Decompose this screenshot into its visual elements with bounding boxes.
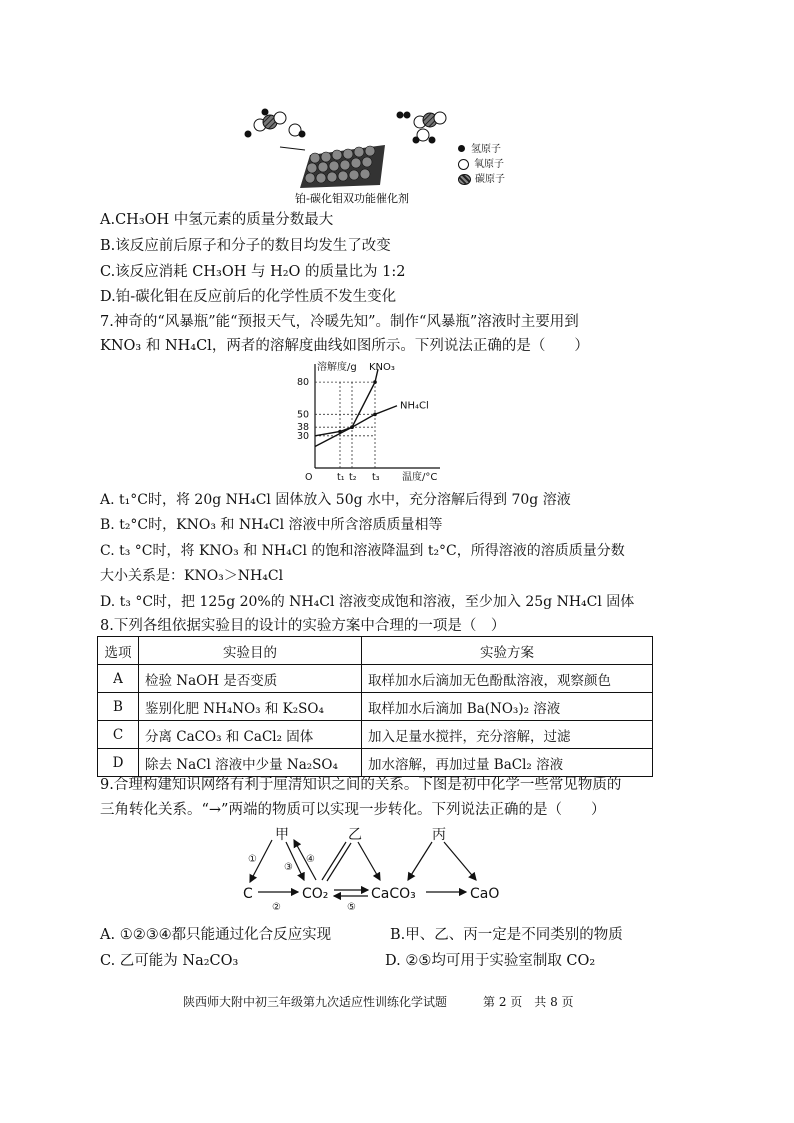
arrow-label-4: ④ [306, 854, 315, 865]
table-cell: 取样加水后滴加 Ba(NO₃)₂ 溶液 [362, 693, 653, 721]
node-yi: 乙 [348, 827, 362, 843]
table-header: 实验目的 [139, 637, 362, 665]
table-header-row [98, 637, 653, 665]
q6-option-d: D.铂-碳化钼在反应前后的化学性质不发生变化 [100, 289, 397, 305]
arrow-label-2: ② [272, 902, 281, 913]
legend-carbon: 碳原子 [458, 170, 505, 185]
q7-option-c: C. t₃ °C时，将 KNO₃ 和 NH₄Cl 的饱和溶液降温到 t₂°C，所得溶液的溶质质量分数 [100, 543, 625, 559]
x-tick-label: t₂ [349, 472, 357, 483]
q9-stem-line1: 9.合理构建知识网络有利于厘清知识之间的关系。下图是初中化学一些常见物质的 [100, 777, 622, 793]
oxygen-atom-icon [458, 159, 469, 170]
node-c: C [243, 886, 253, 902]
legend-oxygen: 氧原子 [458, 155, 504, 170]
q9-option-a: A. ①②③④都只能通过化合反应实现 [100, 927, 332, 943]
table-row [98, 693, 653, 721]
table-cell: 加水溶解，再加过量 BaCl₂ 溶液 [362, 749, 653, 777]
table-cell: 除去 NaCl 溶液中少量 Na₂SO₄ [139, 749, 362, 777]
arrow-label-3: ③ [284, 862, 293, 873]
q7-option-a: A. t₁°C时，将 20g NH₄Cl 固体放入 50g 水中，充分溶解后得到 70g 溶液 [100, 492, 571, 508]
legend-hydrogen: 氢原子 [458, 140, 501, 155]
table-cell: D [98, 749, 139, 777]
q9-stem-line2: 三角转化关系。“→”两端的物质可以实现一步转化。下列说法正确的是（ ） [100, 802, 606, 818]
node-bing: 丙 [432, 827, 446, 843]
data-point [373, 380, 377, 384]
table-cell: 加入足量水搅拌，充分溶解，过滤 [362, 721, 653, 749]
x-axis-label: 温度/°C [402, 472, 438, 483]
x-tick-label: O [305, 472, 313, 483]
y-tick-label: 80 [297, 377, 310, 389]
q7-option-b: B. t₂°C时，KNO₃ 和 NH₄Cl 溶液中所含溶质质量相等 [100, 517, 443, 533]
table-row [98, 665, 653, 693]
table-cell: 鉴别化肥 NH₄NO₃ 和 K₂SO₄ [139, 693, 362, 721]
y-tick-label: 38 [297, 422, 310, 434]
table-cell: 检验 NaOH 是否变质 [139, 665, 362, 693]
data-point [373, 413, 377, 417]
catalyst-label: 铂-碳化钼双功能催化剂 [295, 192, 409, 205]
table-cell: C [98, 721, 139, 749]
q8-table [97, 636, 653, 777]
q6-option-a: A.CH₃OH 中氢元素的质量分数最大 [100, 212, 334, 228]
y-tick-label: 50 [297, 409, 310, 421]
table-cell: 取样加水后滴加无色酚酞溶液，观察颜色 [362, 665, 653, 693]
table-row [98, 721, 653, 749]
x-tick-label: t₃ [372, 472, 380, 483]
conversion-diagram [230, 822, 520, 914]
node-jia: 甲 [275, 827, 289, 843]
q7-stem-line2: KNO₃ 和 NH₄Cl，两者的溶解度曲线如图所示。下列说法正确的是（ ） [100, 338, 589, 354]
data-point [338, 430, 342, 434]
footer-page: 第 2 页 共 8 页 [483, 995, 574, 1009]
node-co2: CO₂ [302, 886, 329, 902]
hydrogen-atom-icon [458, 145, 465, 152]
q9-option-c: C. 乙可能为 Na₂CO₃ [100, 953, 239, 969]
series-line [315, 369, 378, 446]
table-cell: 分离 CaCO₃ 和 CaCl₂ 固体 [139, 721, 362, 749]
solubility-chart [280, 358, 460, 488]
table-header: 选项 [98, 637, 139, 665]
y-tick-label: 30 [297, 430, 310, 442]
q9-option-d: D. ②⑤均可用于实验室制取 CO₂ [385, 953, 596, 969]
arrow-label-1: ① [248, 854, 257, 865]
table-cell: B [98, 693, 139, 721]
q9-diagram [230, 822, 520, 914]
q7-option-d: D. t₃ °C时，把 125g 20%的 NH₄Cl 溶液变成饱和溶液，至少加入 25g NH₄Cl 固体 [100, 594, 635, 610]
series-label: NH₄Cl [400, 400, 429, 412]
q6-option-c: C.该反应消耗 CH₃OH 与 H₂O 的质量比为 1:2 [100, 264, 406, 280]
carbon-atom-icon [458, 174, 471, 185]
q9-option-b: B.甲、乙、丙一定是不同类别的物质 [390, 927, 623, 943]
node-caco3: CaCO₃ [371, 886, 416, 902]
y-axis-label: 溶解度/g [317, 362, 357, 373]
q6-option-b: B.该反应前后原子和分子的数目均发生了改变 [100, 238, 391, 254]
series-label: KNO₃ [369, 362, 395, 373]
x-tick-label: t₁ [337, 472, 345, 483]
node-cao: CaO [470, 886, 500, 902]
q8-stem: 8.下列各组依据实验目的设计的实验方案中合理的一项是（ ） [100, 618, 506, 634]
q7-stem-line1: 7.神奇的“风暴瓶”能“预报天气，冷暖先知”。制作“风暴瓶”溶液时主要用到 [100, 314, 579, 330]
solubility-chart-svg [280, 358, 460, 488]
arrow-label-5: ⑤ [347, 902, 356, 913]
q7-option-c-cont: 大小关系是：KNO₃＞NH₄Cl [100, 568, 284, 584]
table-header: 实验方案 [362, 637, 653, 665]
table-cell: A [98, 665, 139, 693]
data-point [350, 425, 354, 429]
footer-title: 陕西师大附中初三年级第九次适应性训练化学试题 [183, 995, 448, 1009]
